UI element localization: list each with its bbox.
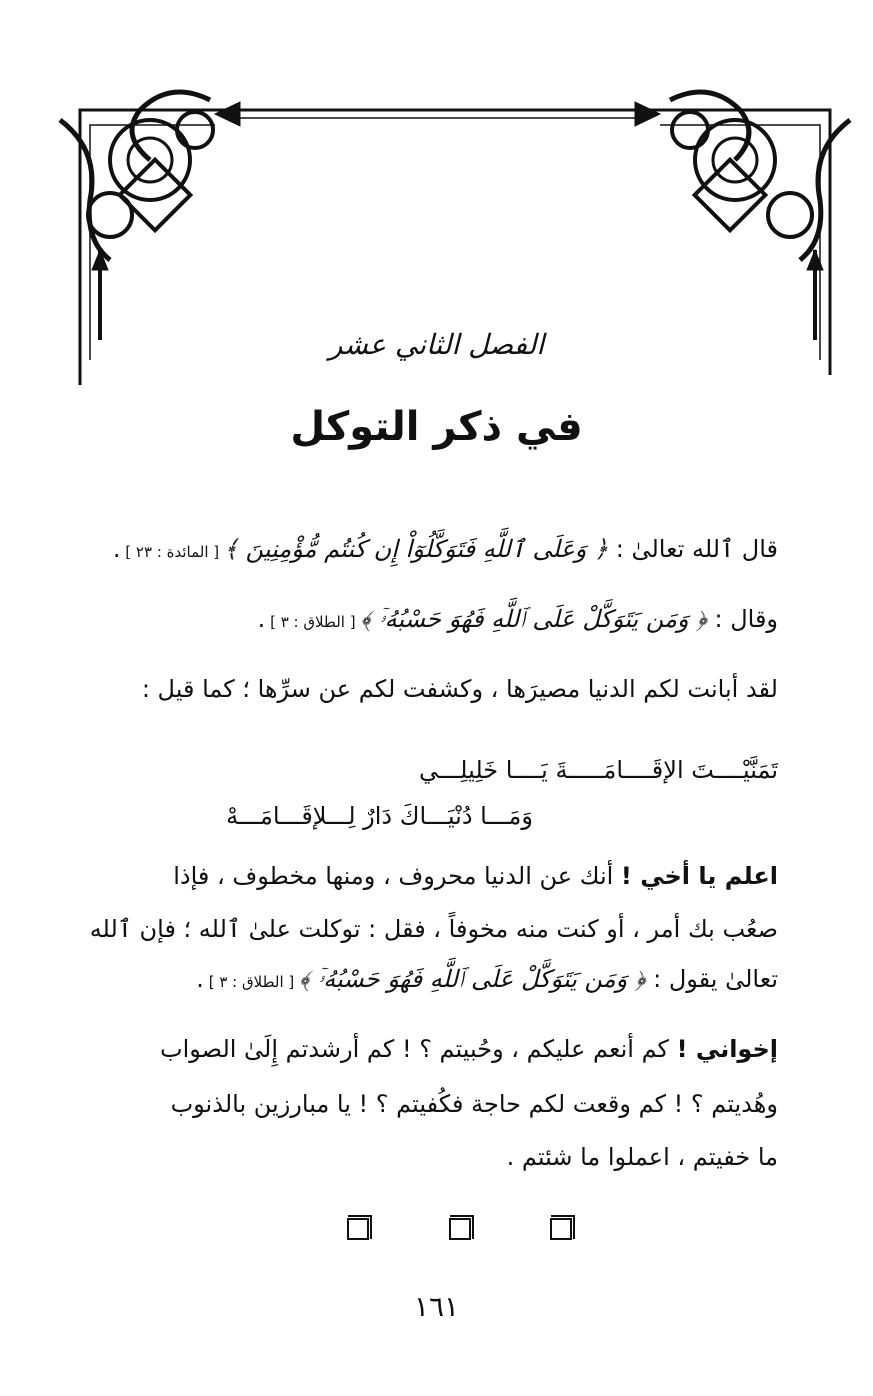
paragraph-1-line-2: صعُب بك أمر ، أو كنت منه مخوفاً ، فقل : توكلت علىٰ ٱلله ؛ فإن ٱلله [89, 915, 778, 943]
chapter-heading: الفصل الثاني عشر [328, 328, 545, 361]
quran-verse: ﴿ وَمَن يَتَوَكَّلْ عَلَى ٱللَّهِ فَهُوَ حَسْبُهُۥٓ ﴾ [299, 965, 646, 993]
quran-verse: ﴿ وَمَن يَتَوَكَّلْ عَلَى ٱللَّهِ فَهُوَ حَسْبُهُۥٓ ﴾ [360, 605, 707, 633]
quote-intro: وقال : [706, 605, 778, 633]
page-title: في ذكر التوكل [290, 404, 583, 450]
divider-box-icon [347, 1218, 369, 1240]
section-divider [0, 1218, 873, 1248]
paragraph-1-line-1 [80, 862, 778, 890]
paragraph-text: تعالىٰ يقول : [645, 965, 778, 993]
paragraph-1-line-3 [80, 965, 778, 993]
verse-reference: [ الطلاق : ٣ ] [265, 613, 361, 631]
poetry-line-2: وَمَـــا دُنْيَـــاكَ دَارٌ لِـــلإقَـــامَـــهْ [226, 802, 533, 830]
paragraph-2-line-3: ما خفيتم ، اعملوا ما شئتم . [506, 1143, 778, 1171]
quote-intro: قال ٱلله تعالىٰ : [608, 535, 778, 563]
quran-verse: ﴿ وَعَلَى ٱللَّهِ فَتَوَكَّلُوٓاْ إِن كُنتُم مُّؤْمِنِينَ ﴾ [223, 535, 609, 563]
paragraph-lead: إخواني ! [676, 1035, 778, 1063]
paragraph-2-line-1 [80, 1035, 778, 1063]
intro-line: لقد أبانت لكم الدنيا مصيرَها ، وكشفت لكم عن سرِّها ؛ كما قيل : [141, 675, 778, 703]
paragraph-text: أنك عن الدنيا محروف ، ومنها مخطوف ، فإذا [173, 862, 621, 890]
punctuation: . [196, 965, 204, 993]
poetry-line-1: تَمَنَّيْــــتَ الإقَــــامَـــــةَ يَــــا خَلِيلِـــي [419, 756, 778, 784]
punctuation: . [257, 605, 266, 633]
divider-box-icon [550, 1218, 572, 1240]
page-number: ١٦١ [413, 1290, 460, 1323]
divider-box-icon [449, 1218, 471, 1240]
quote-line-1 [80, 535, 778, 563]
punctuation: . [112, 535, 121, 563]
verse-reference: [ المائدة : ٢٣ ] [120, 543, 224, 561]
verse-reference: [ الطلاق : ٣ ] [203, 973, 299, 991]
quote-line-2 [80, 605, 778, 633]
paragraph-text: كم أنعم عليكم ، وحُبيتم ؟ ! كم أرشدتم إِلَىٰ الصواب [159, 1035, 677, 1063]
paragraph-lead: اعلم يا أخي ! [620, 862, 778, 890]
paragraph-2-line-2: وهُديتم ؟ ! كم وقعت لكم حاجة فكُفيتم ؟ ! يا مبارزين بالذنوب [170, 1090, 778, 1118]
